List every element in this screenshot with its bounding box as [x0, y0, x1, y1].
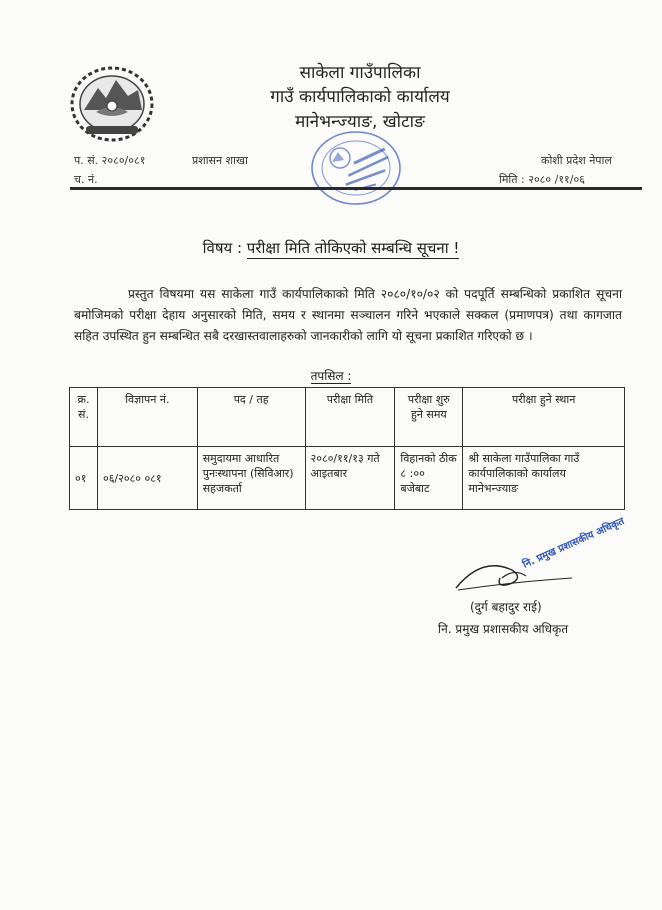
- col-header-post: पद / तह: [197, 388, 305, 447]
- body-paragraph: प्रस्तुत विषयमा यस साकेला गाउँ कार्यपालिकाको मिति २०८०/१०/०२ को पदपूर्ति सम्बन्धिको प्रकाशित सूचना बमोजिमको परीक्षा देहाय अनुसारको मिति, समय र स्थानमा सञ्चालन गरिने भएकाले सक्कल (प्रमाणपत्र) तथा कागजात सहित उपस्थित हुन सम्बन्धित सबै दरखास्तवालाहरुको जानकारीको लागि यो सूचना प्रकाशित गरिएको छ ।: [74, 287, 622, 343]
- table-header-row: [70, 388, 625, 447]
- branch-name: प्रशासन शाखा: [192, 154, 248, 167]
- designation-stamp: नि. प्रमुख प्रशासकीय अधिकृत: [521, 516, 627, 571]
- dispatch-number: च. नं.: [74, 173, 98, 186]
- reference-number: प. सं. २०८०/०८१: [74, 154, 146, 167]
- details-heading: [0, 367, 662, 384]
- col-header-start-time: परीक्षा शुरु हुने समय: [395, 388, 463, 447]
- header-divider: [70, 187, 642, 190]
- table-row: [70, 447, 625, 510]
- signatory-name: (दुर्ग बहादुर राई): [470, 600, 542, 614]
- col-header-serial: क्र. सं.: [70, 388, 98, 447]
- cell-venue: श्री साकेला गाउँपालिका गाउँ कार्यपालिकाको कार्यालय मानेभन्ज्याङ: [463, 447, 625, 510]
- subject-text: परीक्षा मिति तोकिएको सम्बन्धि सूचना !: [246, 239, 460, 257]
- cell-advert-no: ०६/२०८० ०८१: [97, 447, 197, 510]
- nepal-emblem-logo: [66, 60, 158, 144]
- cell-start-time: विहानको ठीक ८ :०० बजेबाट: [395, 447, 463, 510]
- col-header-venue: परीक्षा हुने स्थान: [463, 388, 625, 447]
- signatory-title: नि. प्रमुख प्रशासकीय अधिकृत: [438, 622, 569, 636]
- office-name: गाउँ कार्यपालिकाको कार्यालय: [270, 87, 450, 107]
- subject-line: [0, 238, 662, 258]
- cell-exam-date: २०८०/११/१३ गते आइतबार: [305, 447, 395, 510]
- subject-label: विषय :: [202, 239, 247, 257]
- cell-post: समुदायमा आधारित पुनःस्थापना (सिविआर) सहजकर्ता: [197, 447, 305, 510]
- col-header-exam-date: परीक्षा मिति: [305, 388, 395, 447]
- province-name: कोशी प्रदेश नेपाल: [541, 154, 612, 167]
- office-seal-stamp: [306, 126, 406, 210]
- municipality-name: साकेला गाउँपालिका: [299, 63, 421, 83]
- exam-schedule-table: [69, 387, 625, 510]
- handwritten-signature: [452, 548, 652, 628]
- col-header-advert-no: विज्ञापन नं.: [97, 388, 197, 447]
- details-heading-text: तपसिल :: [310, 369, 352, 383]
- cell-serial: ०१: [70, 447, 98, 510]
- office-location: मानेभन्ज्याङ, खोटाङ: [295, 112, 425, 132]
- issue-date: मिति : २०८० /११/०६: [499, 173, 585, 186]
